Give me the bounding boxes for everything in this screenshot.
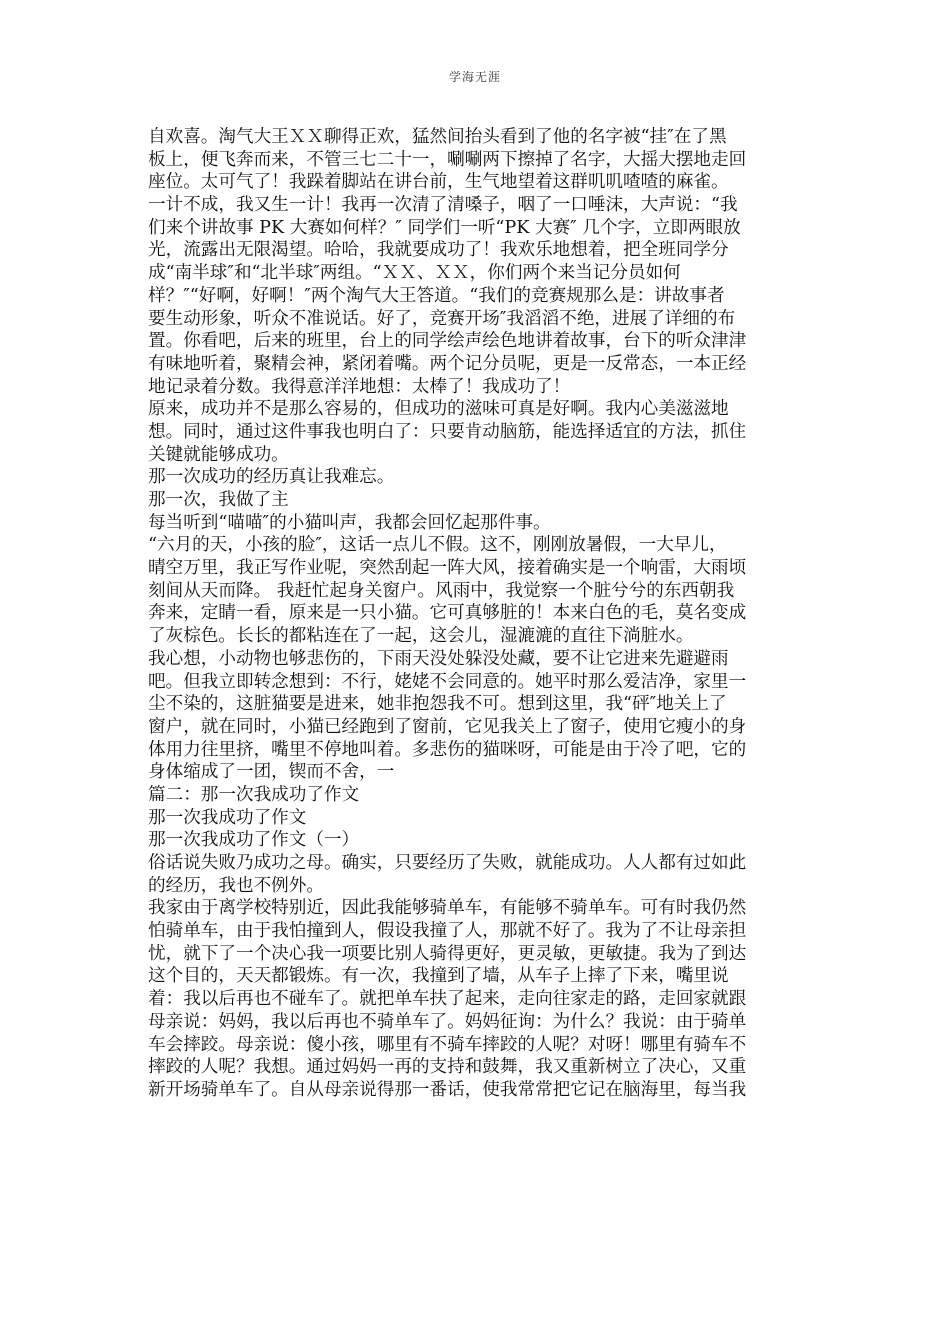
text-line: 摔跤的人呢？我想。通过妈妈一再的支持和鼓舞，我又重新树立了决心，又重 — [148, 1057, 747, 1078]
text-line: 这个目的，天天都锻炼。有一次，我撞到了墙，从车子上摔了下来，嘴里说 — [148, 966, 729, 987]
text-line: 忧，就下了一个决心我一项要比别人骑得更好，更灵敏，更敏捷。我为了到达 — [148, 943, 747, 964]
text-line: 地记录着分数。我得意洋洋地想：太棒了！我成功了！ — [148, 376, 571, 397]
text-line: 身体缩成了一团，锲而不舍，一 — [148, 762, 395, 783]
text-line: 置。你看吧，后来的班里，台上的同学绘声绘色地讲着故事，台下的听众津津 — [148, 331, 747, 352]
text-line: 篇二：那一次我成功了作文 — [148, 784, 360, 805]
text-line: 要生动形象，听众不准说话。好了，竞赛开场″我滔滔不绝，进展了详细的布 — [148, 308, 736, 329]
text-line: 样？″“好啊，好啊！″两个淘气大王答道。“我们的竞赛规那么是：讲故事者 — [148, 285, 725, 306]
text-line: 怕骑单车，由于我怕撞到人，假设我撞了人，那就不好了。我为了不让母亲担 — [148, 921, 747, 942]
text-line: 体用力往里挤，嘴里不停地叫着。多悲伤的猫咪呀，可能是由于冷了吧，它的 — [148, 739, 747, 760]
text-line: 板上，便飞奔而来，不管三七二十一，唰唰两下擦掉了名字，大摇大摆地走回 — [148, 149, 747, 170]
text-line: 光，流露出无限渴望。哈哈，我就要成功了！我欢乐地想着，把全班同学分 — [148, 240, 729, 261]
text-line: 新开场骑单车了。自从母亲说得那一番话，使我常常把它记在脑海里，每当我 — [148, 1079, 747, 1100]
text-line: 成“南半球″和“北半球″两组。“ＸＸ、ＸＸ，你们两个来当记分员如何 — [148, 263, 681, 284]
text-line: 着：我以后再也不碰车了。就把单车扶了起来，走向往家走的路，走回家就跟 — [148, 989, 747, 1010]
text-line: 刻间从天而降。 我赶忙起身关窗户。风雨中，我觉察一个脏兮兮的东西朝我 — [148, 580, 735, 601]
text-line: 有味地听着，聚精会神，紧闭着嘴。两个记分员呢，更是一反常态，一本正经 — [148, 353, 747, 374]
text-line: 座位。太可气了！我跺着脚站在讲台前，生气地望着这群叽叽喳喳的麻雀。 — [148, 172, 729, 193]
text-line: 原来，成功并不是那么容易的，但成功的滋味可真是好啊。我内心美滋滋地 — [148, 399, 729, 420]
text-line: 们来个讲故事 PK 大赛如何样？″ 同学们一听“PK 大赛″ 几个字，立即两眼放 — [148, 217, 741, 238]
text-line: 俗话说失败乃成功之母。确实，只要经历了失败，就能成功。人人都有过如此 — [148, 853, 747, 873]
text-line: “六月的天，小孩的脸″，这话一点儿不假。这不，刚刚放暑假，一大早儿， — [148, 535, 727, 556]
text-line: 关键就能够成功。 — [148, 444, 289, 465]
text-line: 那一次我成功了作文 — [148, 807, 307, 828]
page-header: 学海无涯 — [448, 70, 501, 84]
text-line: 想。同时，通过这件事我也明白了：只要肯动脑筋，能选择适宜的方法，抓住 — [148, 421, 747, 442]
text-line: 窗户，就在同时，小猫已经跑到了窗前，它见我关上了窗子，使用它瘦小的身 — [148, 716, 747, 737]
text-line: 我家由于离学校特别近，因此我能够骑单车，有能够不骑单车。可有时我仍然 — [148, 898, 747, 919]
text-line: 了灰棕色。长长的都粘连在了一起，这会儿，湿漉漉的直往下淌脏水。 — [148, 626, 694, 647]
text-line: 每当听到“喵喵″的小猫叫声，我都会回忆起那件事。 — [148, 512, 551, 533]
text-line: 那一次，我做了主 — [148, 490, 289, 510]
text-line: 晴空万里，我正写作业呢，突然刮起一阵大风，接着确实是一个响雷，大雨顷 — [148, 558, 747, 579]
text-line: 的经历，我也不例外。 — [148, 875, 324, 896]
text-line: 那一次我成功了作文（一） — [148, 830, 360, 851]
text-line: 车会摔跤。母亲说：傻小孩，哪里有不骑车摔跤的人呢？对呀！哪里有骑车不 — [148, 1034, 747, 1055]
text-line: 奔来，定睛一看，原来是一只小猫。它可真够脏的！本来白色的毛，莫名变成 — [148, 603, 747, 624]
text-line: 母亲说：妈妈，我以后再也不骑单车了。妈妈征询：为什么？我说：由于骑单 — [148, 1011, 747, 1032]
text-line: 自欢喜。淘气大王ＸＸ聊得正欢，猛然间抬头看到了他的名字被“挂″在了黑 — [148, 127, 727, 147]
text-line: 我心想，小动物也够悲伤的，下雨天没处躲没处藏，要不让它进来先避避雨 — [148, 648, 729, 669]
text-line: 那一次成功的经历真让我难忘。 — [148, 467, 395, 488]
text-line: 一计不成，我又生一计！我再一次清了清嗓子，咽了一口唾沫，大声说：“我 — [148, 195, 738, 216]
text-line: 吧。但我立即转念想到：不行，姥姥不会同意的。她平时那么爱洁净，家里一 — [148, 671, 747, 692]
document-body — [148, 126, 808, 1102]
text-line: 尘不染的，这脏猫要是进来，她非抱怨我不可。想到这里，我“砰″地关上了 — [148, 694, 727, 715]
